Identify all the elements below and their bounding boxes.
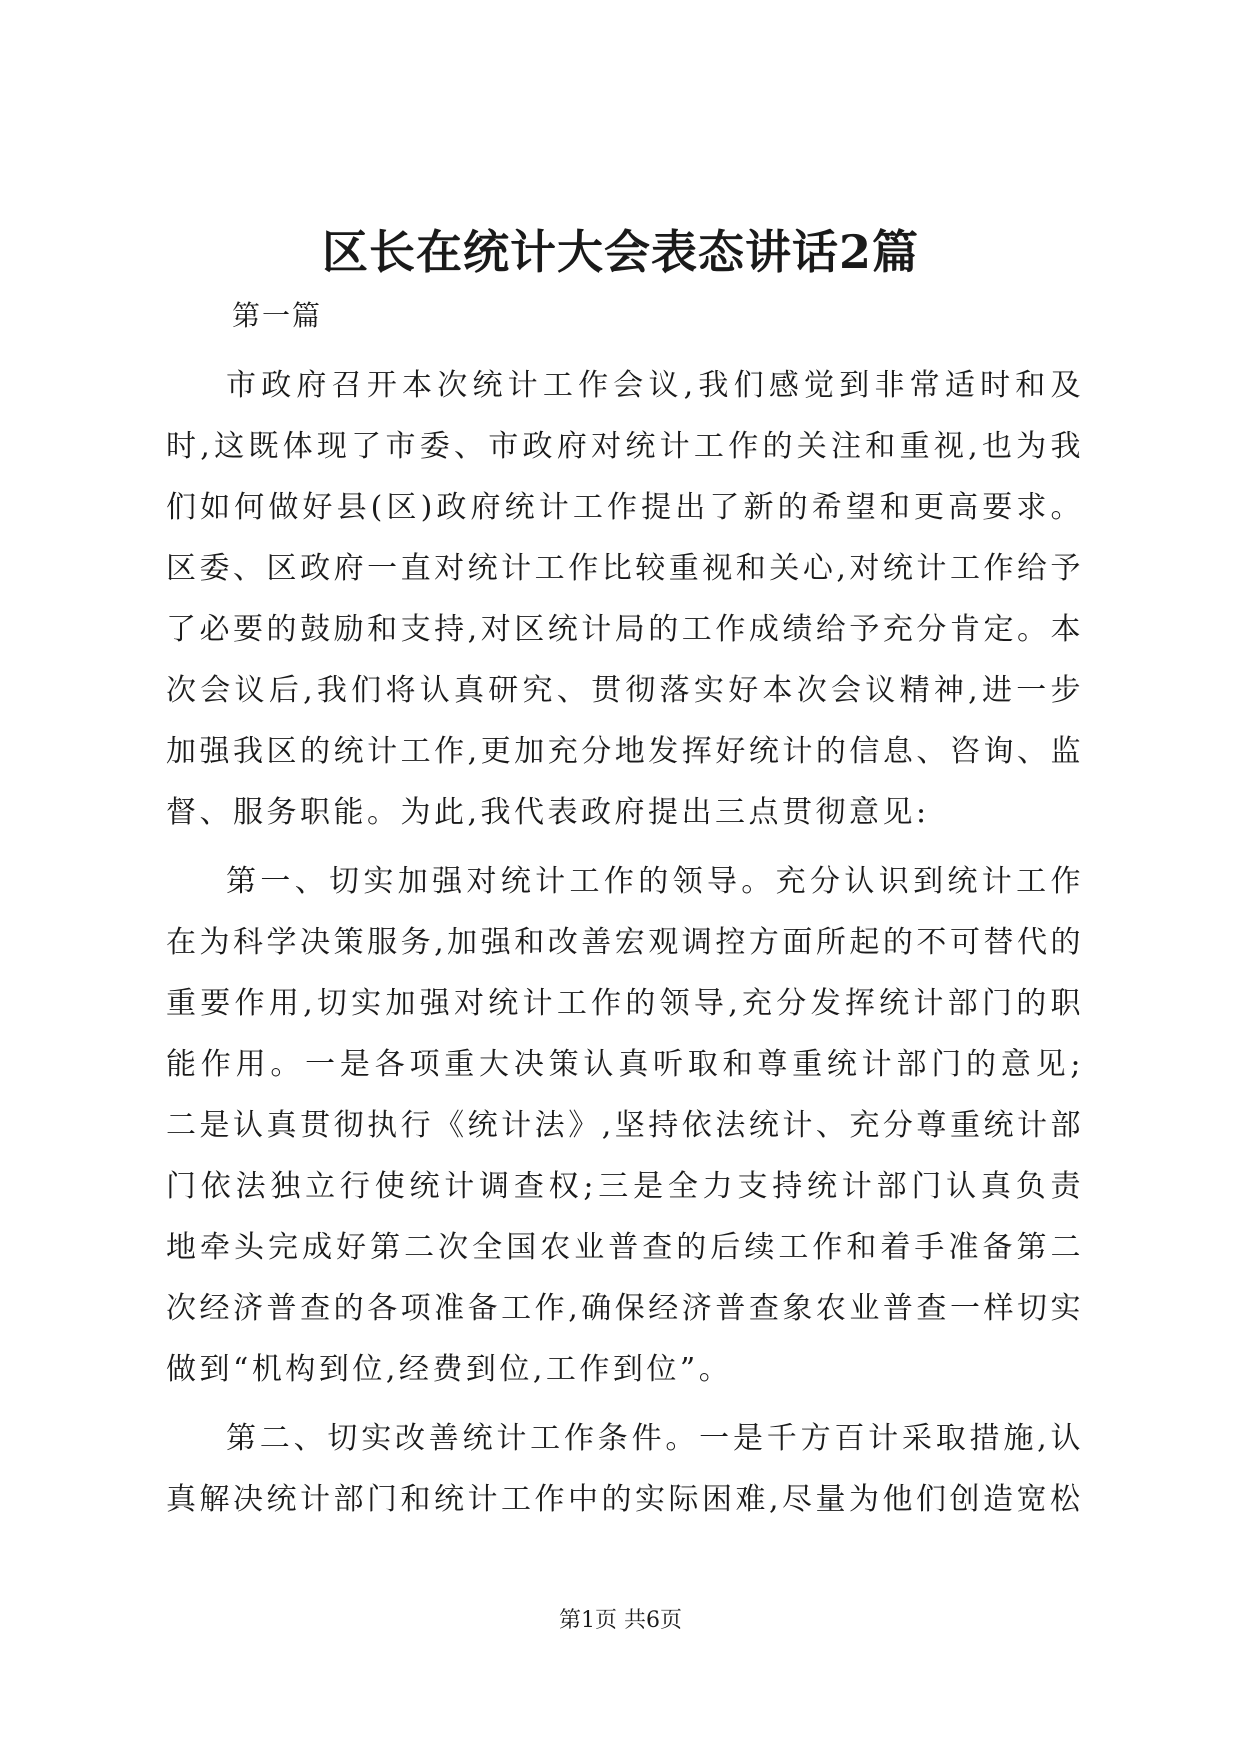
paragraph: 第二、切实改善统计工作条件。一是千方百计采取措施,认真解决统计部门和统计工作中的实际困难,尽量为他们创造宽松 (166, 1421, 1084, 1517)
document-title: 区长在统计大会表态讲话2篇 (321, 225, 919, 279)
section-heading: 第一篇 (232, 299, 323, 332)
page-number: 第1页 共6页 (559, 1608, 682, 1633)
paragraph: 第一、切实加强对统计工作的领导。充分认识到统计工作在为科学决策服务,加强和改善宏观调控方面所起的不可替代的重要作用,切实加强对统计工作的领导,充分发挥统计部门的职能作用。一是各项重大决策认真听取和尊重统计部门的意见;二是认真贯彻执行《统计法》,坚持依法统计、充分尊重统计部门依法独立行使统计调查权;三是全力支持统计部门认真负责地牵头完成好第二次全国农业普查的后续工作和着手准备第二次经济普查的各项准备工作,确保经济普查象农业普查一样切实做到“机构到位,经费到位,工作到位”。 (166, 864, 1084, 1387)
document-body (166, 355, 1084, 1530)
paragraph: 市政府召开本次统计工作会议,我们感觉到非常适时和及时,这既体现了市委、市政府对统计工作的关注和重视,也为我们如何做好县(区)政府统计工作提出了新的希望和更高要求。区委、区政府一直对统计工作比较重视和关心,对统计工作给予了必要的鼓励和支持,对区统计局的工作成绩给予充分肯定。本次会议后,我们将认真研究、贯彻落实好本次会议精神,进一步加强我区的统计工作,更加充分地发挥好统计的信息、咨询、监督、服务职能。为此,我代表政府提出三点贯彻意见: (166, 368, 1084, 830)
